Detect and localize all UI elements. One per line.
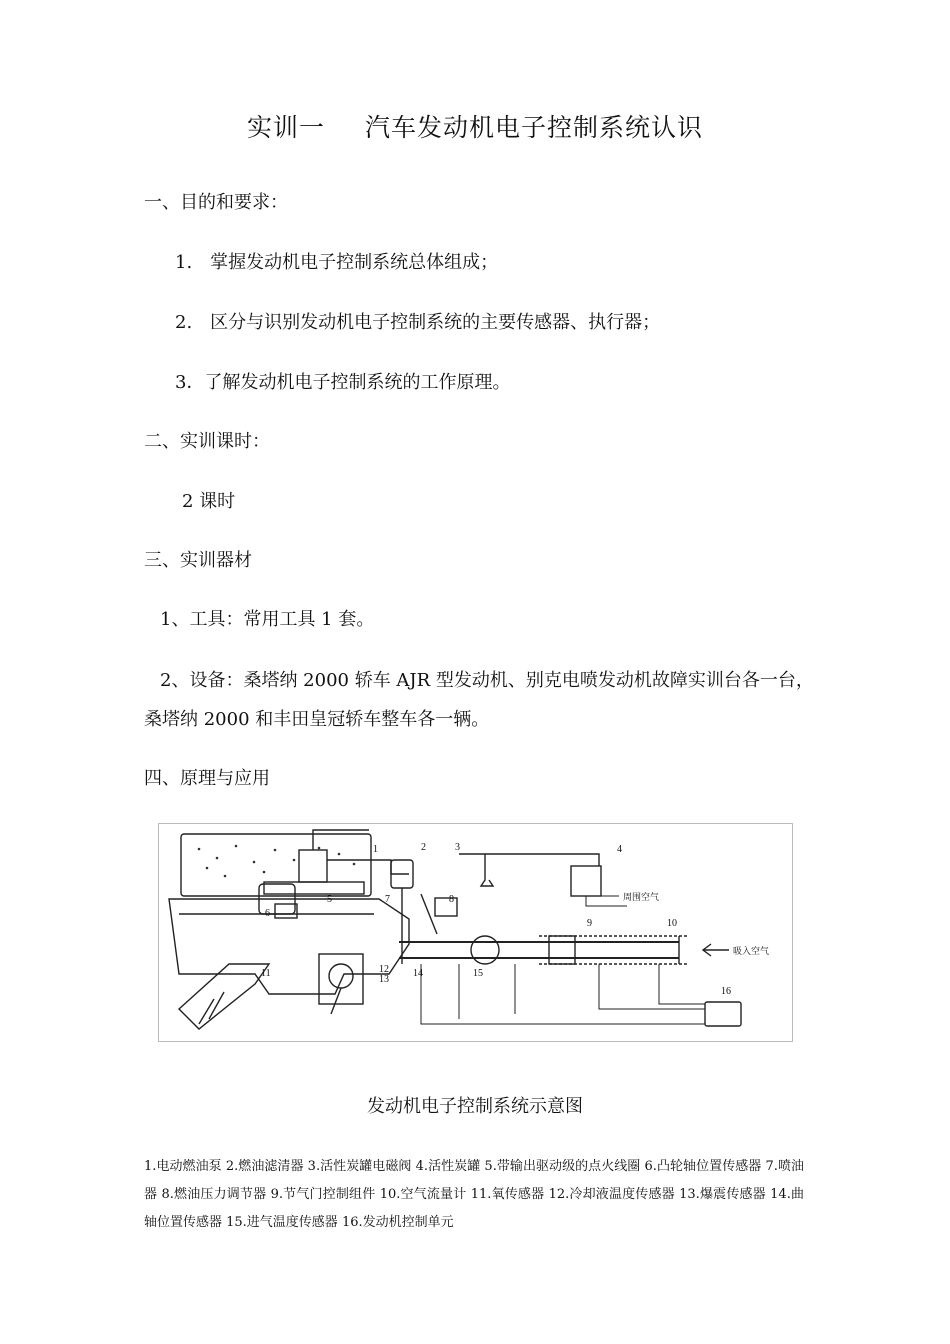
label-number-9: 9 [587,918,592,929]
label-number-16: 16 [721,986,731,997]
canister-shape [571,866,601,896]
figure-caption: 发动机电子控制系统示意图 [367,1096,583,1117]
label-number-12: 12 [379,964,389,975]
section-1-heading: 一、目的和要求： [144,192,288,213]
label-number-11: 11 [261,968,271,979]
section-1-item-1: 1. 掌握发动机电子控制系统总体组成； [175,252,499,273]
title-left: 实训一 [246,113,325,142]
page-title [0,108,950,144]
section-2-heading: 二、实训课时： [144,431,270,452]
label-number-1: 1 [373,844,378,855]
title-right: 汽车发动机电子控制系统认识 [365,113,704,142]
section-4-heading: 四、原理与应用 [144,768,270,789]
label-number-7: 7 [385,894,390,905]
section-3-equipment-line-2: 桑塔纳 2000 和丰田皇冠轿车整车各一辆。 [144,709,490,730]
label-number-3: 3 [455,842,460,853]
label-number-15: 15 [473,968,483,979]
label-air-in: 吸入空气 [733,946,770,956]
figure-legend: 1.电动燃油泵 2.燃油滤清器 3.活性炭罐电磁阀 4.活性炭罐 5.带输出驱动级的点火线圈 6.凸轮轴位置传感器 7.喷油器 8.燃油压力调节器 9.节气门控制组件 10.空气流量计 11.氧传感器 12.冷却液温度传感器 13.爆震传感器 14.曲轴位置传感器 15.进气温度传感器 16.发动机控制单元 [144,1159,804,1230]
section-3-equipment-line-1: 2、设备：桑塔纳 2000 轿车 AJR 型发动机、别克电喷发动机故障实训台各一台， [160,670,814,691]
throttle-body-shape [471,936,499,964]
fuel-pump-shape [299,850,327,882]
section-1-item-3: 3．了解发动机电子控制系统的工作原理。 [175,372,511,393]
section-2-value: 2 课时 [182,491,236,512]
label-number-5: 5 [327,894,332,905]
label-number-2: 2 [421,842,426,853]
section-3-heading: 三、实训器材 [144,550,252,571]
fuel-tank-shape [181,834,371,896]
section-3-tools: 1、工具：常用工具 1 套。 [160,609,375,630]
engine-schematic-figure [158,823,793,1042]
label-number-4: 4 [617,844,622,855]
engine-schematic-drawing [159,824,792,1041]
label-number-8: 8 [449,894,454,905]
section-1-item-2: 2. 区分与识别发动机电子控制系统的主要传感器、执行器； [175,312,661,333]
label-number-10: 10 [667,918,677,929]
label-air-around: 周围空气 [623,892,660,902]
label-number-6: 6 [265,908,270,919]
label-number-13: 13 [379,974,389,985]
ecu-shape [705,1002,741,1026]
label-number-14: 14 [413,968,423,979]
engine-block-shape [169,899,409,994]
